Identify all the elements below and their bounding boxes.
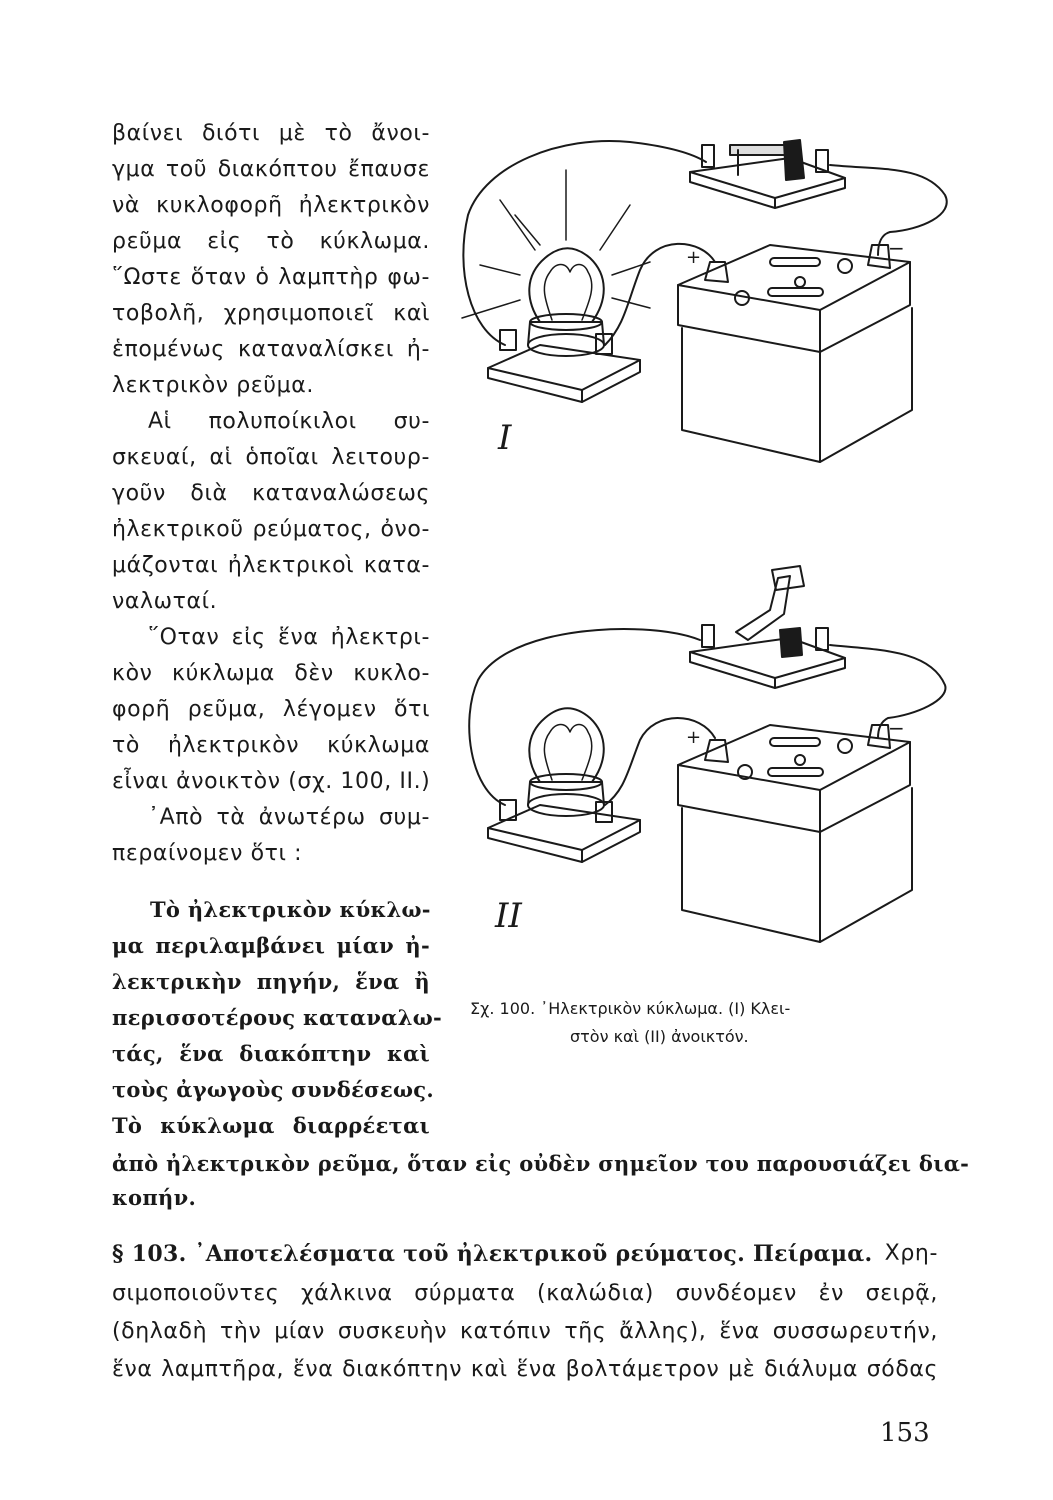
minus-sign: − — [888, 236, 905, 260]
battery-open — [678, 725, 912, 942]
text-line: περαίνομεν ὅτι : — [112, 841, 303, 866]
summary-line: Τὸ ἠλεκτρικὸν κύκλω- — [150, 897, 431, 922]
text-line: κὸν κύκλωμα δὲν κυκλο- — [112, 661, 430, 686]
text-line: γμα τοῦ διακόπτου ἔπαυσε — [112, 157, 430, 182]
text-line: εἶναι ἀνοικτὸν (σχ. 100, II.) — [112, 769, 431, 794]
text-line: ναλωταί. — [112, 589, 218, 614]
text-line: τοβολῆ, χρησιμοποιεῖ καὶ — [112, 301, 430, 326]
text-line: Αἱ πολυποίκιλοι συ- — [148, 409, 430, 434]
battery-closed — [678, 245, 912, 462]
text-line: τὸ ἠλεκτρικὸν κύκλωμα — [112, 733, 430, 758]
summary-line: τοὺς ἀγωγοὺς συνδέσεως. — [112, 1077, 435, 1102]
text-line: ῞Ωστε ὅταν ὁ λαμπτὴρ φω- — [112, 265, 430, 290]
figure-caption-line: Σχ. 100. ᾿Ηλεκτρικὸν κύκλωμα. (I) Κλει- — [470, 999, 791, 1018]
summary-line: Τὸ κύκλωμα διαρρέεται — [112, 1113, 430, 1138]
text-line: λεκτρικὸν ρεῦμα. — [112, 373, 314, 398]
text-line: ῞Οταν εἰς ἕνα ἠλεκτρι- — [148, 625, 430, 650]
text-line: ἠλεκτρικοῦ ρεύματος, ὀνο- — [112, 517, 430, 542]
text-line: μάζονται ἠλεκτρικοὶ κατα- — [112, 553, 430, 578]
figure-caption-line: στὸν καὶ (II) ἀνοικτόν. — [570, 1027, 749, 1046]
summary-line: περισσοτέρους καταναλω- — [112, 1005, 443, 1030]
section-text-line: (δηλαδὴ τὴν μίαν συσκευὴν κατόπιν τῆς ἄλλης), ἕνα συσσωρευτήν, — [112, 1319, 938, 1344]
lamp-open — [488, 708, 640, 862]
minus-sign: − — [888, 716, 905, 740]
text-line: γοῦν διὰ καταναλώσεως — [112, 481, 430, 506]
text-line: βαίνει διότι μὲ τὸ ἄνοι- — [112, 121, 430, 146]
text-line: σκευαί, αἱ ὁποῖαι λειτουρ- — [112, 445, 430, 470]
section-heading-line — [112, 1236, 938, 1272]
switch-open — [690, 566, 845, 688]
section-text: Χρη- — [884, 1241, 938, 1266]
circuit-closed — [462, 140, 947, 462]
text-line: ᾿Απὸ τὰ ἀνωτέρω συμ- — [148, 805, 430, 830]
page-number: 153 — [880, 1418, 930, 1448]
text-line: νὰ κυκλοφορῆ ἠλεκτρικὸν — [112, 193, 430, 218]
text-line: ἑπομένως καταναλίσκει ἠ- — [112, 337, 430, 362]
lamp-closed — [462, 170, 650, 402]
summary-line: κοπήν. — [112, 1185, 197, 1210]
section-heading: § 103. ᾿Αποτελέσματα τοῦ ἠλεκτρικοῦ ρεύματος. Πείραμα. — [112, 1241, 873, 1267]
plus-sign: + — [686, 727, 702, 748]
text-line: φορῆ ρεῦμα, λέγομεν ὅτι — [112, 697, 430, 722]
switch-closed — [690, 140, 845, 208]
figure-label-ii: II — [495, 896, 522, 936]
plus-sign: + — [686, 247, 702, 268]
summary-line: ἀπὸ ἠλεκτρικὸν ρεῦμα, ὅταν εἰς οὐδὲν σημεῖον του παρουσιάζει δια- — [112, 1151, 970, 1176]
circuit-open — [469, 566, 945, 942]
section-text-line: σιμοποιοῦντες χάλκινα σύρματα (καλώδια) συνδέομεν ἐν σειρᾷ, — [112, 1281, 938, 1306]
section-text-line: ἕνα λαμπτῆρα, ἕνα διακόπτην καὶ ἕνα βολτάμετρον μὲ διάλυμα σόδας — [112, 1357, 938, 1382]
figure-label-i: I — [498, 418, 512, 458]
summary-line: τάς, ἕνα διακόπτην καὶ — [112, 1041, 430, 1066]
text-line: ρεῦμα εἰς τὸ κύκλωμα. — [112, 229, 430, 254]
wire — [469, 629, 700, 805]
summary-line: μα περιλαμβάνει μίαν ἠ- — [112, 933, 430, 958]
summary-line: λεκτρικὴν πηγήν, ἕνα ἢ — [112, 969, 430, 994]
